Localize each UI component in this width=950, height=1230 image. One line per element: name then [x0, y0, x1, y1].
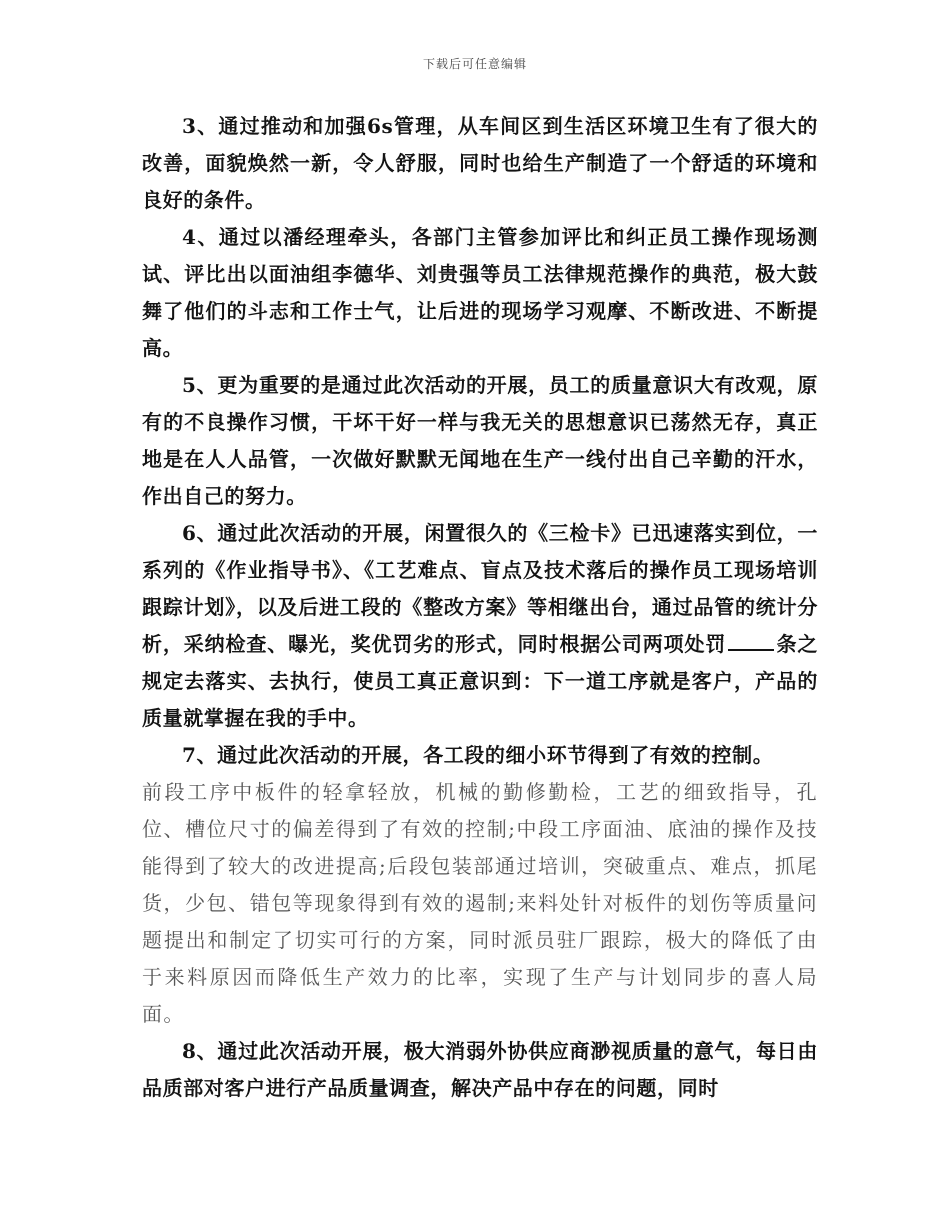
- page-header: 下载后可任意编辑: [422, 57, 527, 71]
- paragraph-5: 5、更为重要的是通过此次活动的开展，员工的质量意识大有改观，原有的不良操作习惯，干坏干好一样与我无关的思想意识已荡然无存，真正地是在人人品管，一次做好默默无闻地在生产一线付出自己辛勤的汗水，作出自己的努力。: [142, 373, 818, 508]
- paragraph-6: [142, 515, 818, 737]
- paragraph-6-part-2: 条之规定去落实、去执行，使员工真正意识到：下一道工序就是客户，产品的质量就掌握在我的手中。: [142, 632, 818, 730]
- paragraph-8: 8、通过此次活动开展，极大消弱外协供应商渺视质量的意气，每日由品质部对客户进行产品质量调查，解决产品中存在的问题，同时: [142, 1039, 818, 1100]
- paragraph-6-part-1: 6、通过此次活动的开展，闲置很久的《三检卡》已迅速落实到位，一系列的《作业指导书》、《工艺难点、盲点及技术落后的操作员工现场培训跟踪计划》，以及后进工段的《整改方案》等相继出台，通过品管的统计分析，采纳检查、曝光，奖优罚劣的形式，同时根据公司两项处罚: [142, 521, 818, 656]
- fill-in-blank: [728, 631, 774, 651]
- paragraph-7-lead: 7、通过此次活动的开展，各工段的细小环节得到了有效的控制。: [182, 743, 774, 767]
- paragraph-7-body: 前段工序中板件的轻拿轻放，机械的勤修勤检，工艺的细致指导，孔位、槽位尺寸的偏差得到了有效的控制;中段工序面油、底油的操作及技能得到了较大的改进提高;后段包装部通过培训，突破重点、难点，抓尾货，少包、错包等现象得到有效的遏制;来料处针对板件的划伤等质量问题提出和制定了切实可行的方案，同时派员驻厂跟踪，极大的降低了由于来料原因而降低生产效力的比率，实现了生产与计划同步的喜人局面。: [142, 780, 818, 1026]
- document-body: [142, 108, 818, 1107]
- paragraph-4: 4、通过以潘经理牵头，各部门主管参加评比和纠正员工操作现场测试、评比出以面油组李德华、刘贵强等员工法律规范操作的典范，极大鼓舞了他们的斗志和工作士气，让后进的现场学习观摩、不断改进、不断提高。: [142, 225, 818, 360]
- paragraph-3: 3、通过推动和加强6s管理，从车间区到生活区环境卫生有了很大的改善，面貌焕然一新，令人舒服，同时也给生产制造了一个舒适的环境和良好的条件。: [142, 114, 818, 212]
